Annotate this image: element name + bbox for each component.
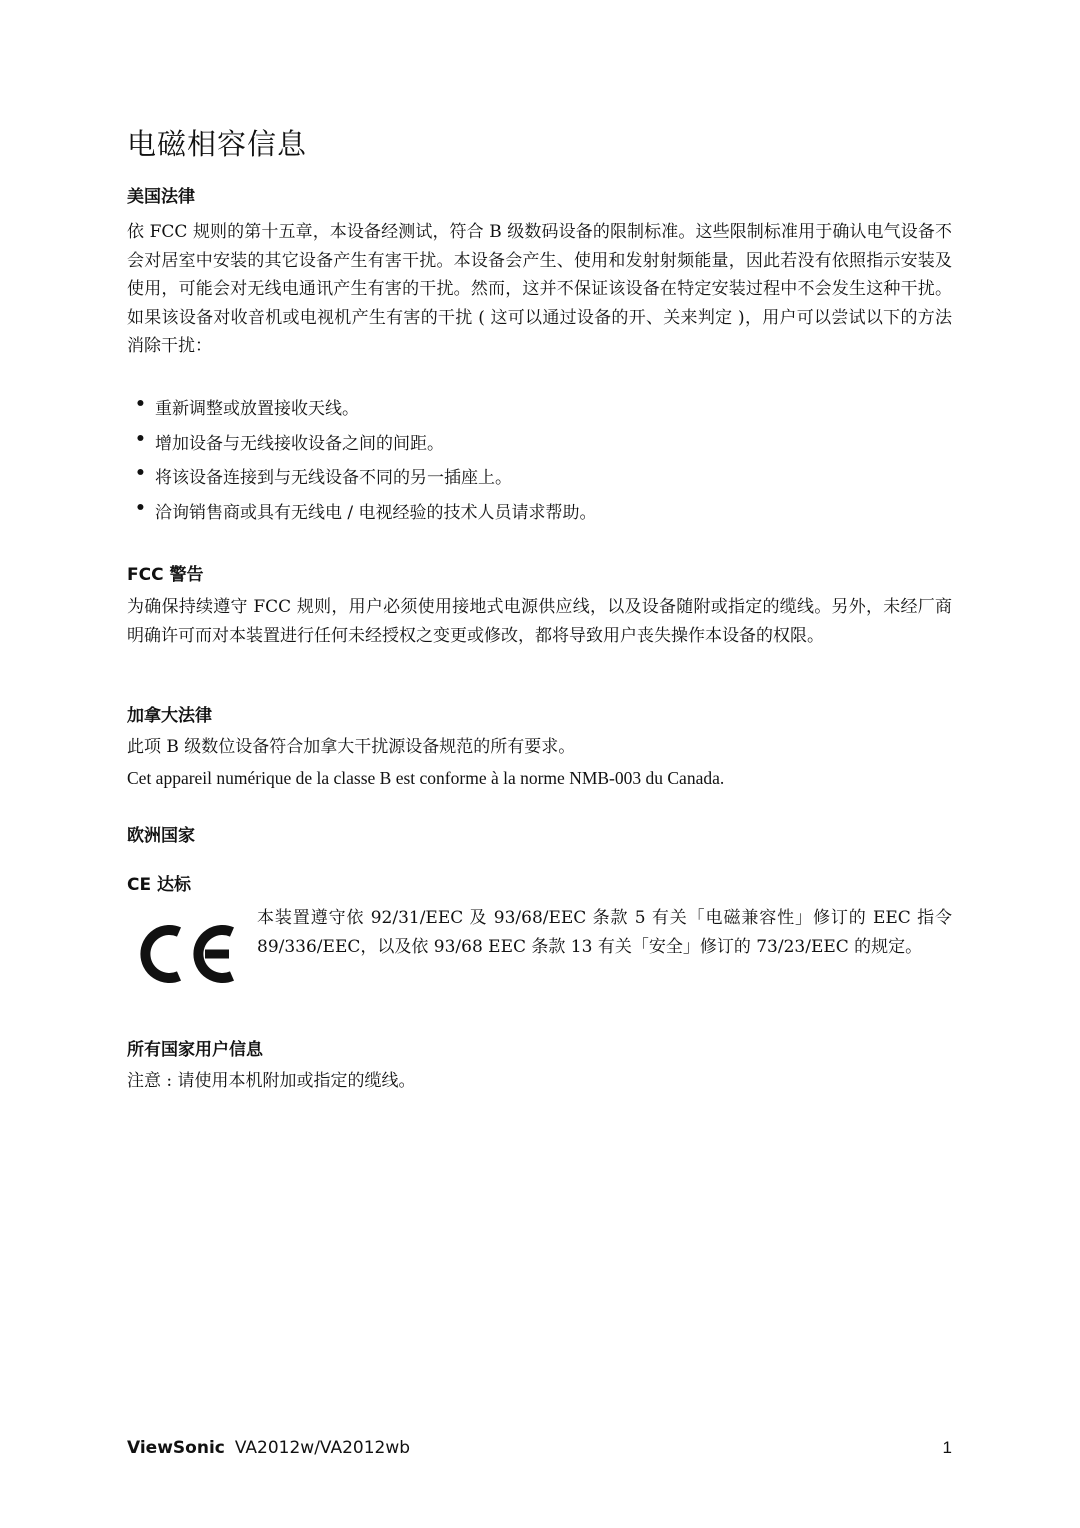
- us-body: 依 FCC 规则的第十五章，本设备经测试，符合 B 级数码设备的限制标准。这些限制标准用于确认电气设备不会对居室中安装的其它设备产生有害干扰。本设备会产生、使用和发射射频能量，因此若没有依照指示安装及使用，可能会对无线电通讯产生有害的干扰。然而，这并不保证该设备在特定安装过程中不会发生这种干扰。如果该设备对收音机或电视机产生有害的干扰 ( 这可以通过设备的开、关来判定 )，用户可以尝试以下的方法消除干扰：: [127, 222, 952, 356]
- all-body: 注意 : 请使用本机附加或指定的缆线。: [127, 1071, 416, 1091]
- list-item: • 增加设备与无线接收设备之间的间距。: [135, 428, 444, 454]
- section-heading-ce: CE 达标: [127, 875, 192, 895]
- list-item: • 洽询销售商或具有无线电 / 电视经验的技术人员请求帮助。: [135, 497, 597, 523]
- bullet-icon: •: [135, 463, 146, 483]
- section-heading-all: 所有国家用户信息: [127, 1040, 263, 1060]
- section-heading-canada: 加拿大法律: [127, 706, 212, 726]
- page-number: 1: [942, 1438, 952, 1457]
- page-title: 电磁相容信息: [127, 127, 308, 161]
- list-item: • 将该设备连接到与无线设备不同的另一插座上。: [135, 463, 512, 488]
- bullet-icon: •: [135, 428, 146, 449]
- ce-body: 本装置遵守依 92/31/EEC 及 93/68/EEC 条款 5 有关「电磁兼容性」修订的 EEC 指令 89/336/EEC，以及依 93/68 EEC 条款 13 有关「安全」修订的 73/23/EEC 的规定。: [257, 908, 952, 957]
- fcc-body: 为确保持续遵守 FCC 规则，用户必须使用接地式电源供应线，以及设备随附或指定的缆线。另外，未经厂商明确许可而对本装置进行任何未经授权之变更或修改，都将导致用户丧失操作本设备的权限。: [127, 597, 952, 646]
- section-heading-fcc: FCC 警告: [127, 565, 204, 585]
- us-bullet-list: [135, 394, 597, 532]
- section-heading-us: 美国法律: [127, 187, 195, 207]
- bullet-icon: •: [135, 394, 146, 414]
- section-heading-europe: 欧洲国家: [127, 826, 195, 846]
- list-item: • 重新调整或放置接收天线。: [135, 394, 359, 419]
- canada-body-fr: Cet appareil numérique de la classe B est conforme à la norme NMB-003 du Canada.: [127, 768, 725, 788]
- canada-body-zh: 此项 B 级数位设备符合加拿大干扰源设备规范的所有要求。: [127, 737, 576, 757]
- ce-mark-logo: [137, 922, 237, 986]
- brand-name: ViewSonic: [127, 1438, 225, 1458]
- model-name: VA2012w/VA2012wb: [234, 1438, 411, 1458]
- page-footer: [127, 1438, 952, 1458]
- bullet-icon: •: [135, 497, 146, 518]
